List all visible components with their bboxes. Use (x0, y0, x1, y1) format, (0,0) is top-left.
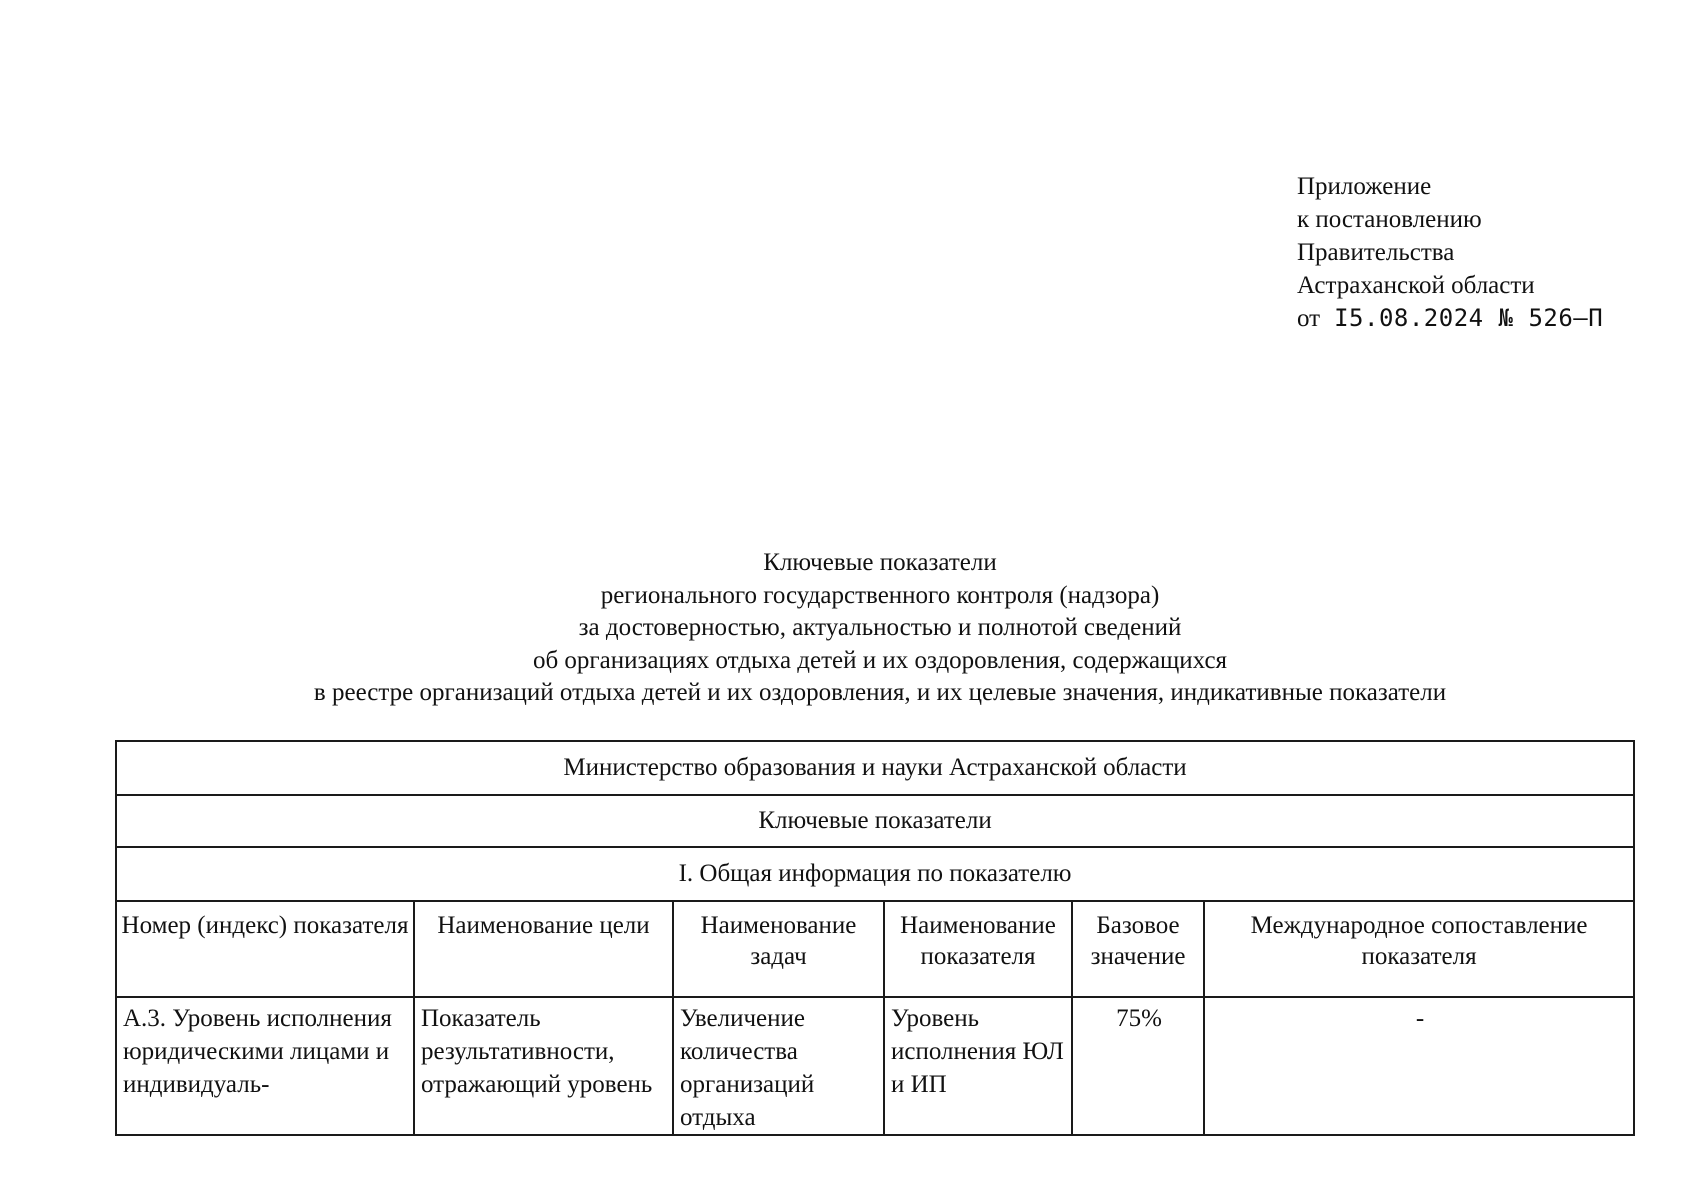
cell-number: А.3. Уровень исполнения юридическими лицами и индивидуаль- (116, 997, 414, 1135)
cell-base: 75% (1072, 997, 1204, 1135)
cell-tasks: Увеличение количества организаций отдыха (673, 997, 884, 1135)
ministry-row (116, 741, 1634, 795)
title-line-5: в реестре организаций отдыха детей и их оздоровления, и их целевые значения, индикативные показатели (313, 679, 1447, 706)
table-row (116, 997, 1634, 1135)
title-line-2: регионального государственного контроля (надзора) (600, 581, 1160, 609)
appendix-date-line (1297, 302, 1603, 335)
cell-goal: Показатель результативности, отражающий уровень (414, 997, 673, 1135)
header-international: Международное сопоставление показателя (1204, 901, 1634, 997)
section-cell: Ключевые показатели (116, 795, 1634, 847)
date-prefix: от (1297, 305, 1321, 332)
appendix-line-2: к постановлению (1297, 206, 1482, 233)
appendix-line-4: Астраханской области (1297, 272, 1535, 299)
header-indicator: Наименование показателя (884, 901, 1072, 997)
header-tasks: Наименование задач (673, 901, 884, 997)
header-number: Номер (индекс) показателя (116, 901, 414, 997)
subsection-cell: I. Общая информация по показателю (116, 847, 1634, 901)
title-line-1: Ключевые показатели (763, 549, 997, 576)
decree-date-number: I5.08.2024 № 526–П (1334, 304, 1604, 332)
cell-international: - (1204, 997, 1634, 1135)
header-row (116, 901, 1634, 997)
appendix-block (1297, 170, 1603, 335)
title-line-4: об организациях отдыха детей и их оздоровления, содержащихся (532, 646, 1228, 674)
header-base: Базовое значение (1072, 901, 1204, 997)
subsection-row (116, 847, 1634, 901)
indicators-table (115, 740, 1635, 1136)
header-goal: Наименование цели (414, 901, 673, 997)
ministry-cell: Министерство образования и науки Астраханской области (116, 741, 1634, 795)
section-row (116, 795, 1634, 847)
document-title (0, 547, 1708, 710)
title-line-3: за достоверностью, актуальностью и полнотой сведений (578, 614, 1182, 641)
cell-indicator: Уровень исполнения ЮЛ и ИП (884, 997, 1072, 1135)
appendix-line-1: Приложение (1297, 173, 1432, 200)
appendix-line-3: Правительства (1297, 239, 1455, 266)
